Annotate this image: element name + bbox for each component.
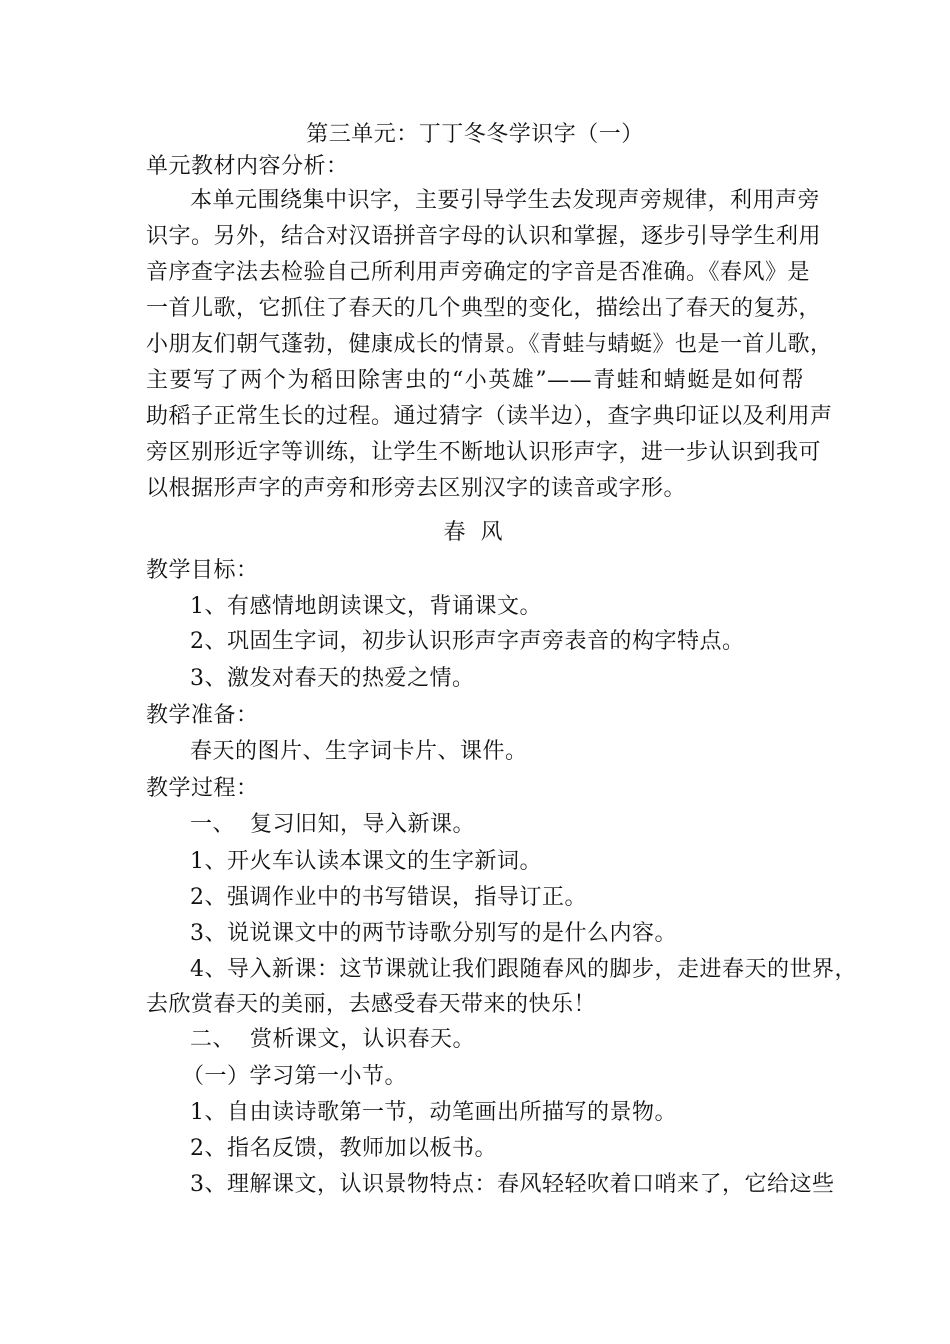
prep-text: 春天的图片、生字词卡片、课件。 xyxy=(190,739,528,764)
analysis-line: 小朋友们朝气蓬勃，健康成长的情景。《青蛙与蜻蜓》也是一首儿歌， xyxy=(146,332,833,357)
section1-item: 3、理解课文，认识景物特点：春风轻轻吹着口哨来了，它给这些 xyxy=(190,1172,835,1197)
step1-item: 2、强调作业中的书写错误，指导订正。 xyxy=(190,885,587,910)
analysis-line: 助稻子正常生长的过程。通过猜字（读半边），查字典印证以及利用声 xyxy=(146,404,833,429)
analysis-line: 音序查字法去检验自己所利用声旁确定的字音是否准确。《春风》是 xyxy=(146,260,811,285)
section1-item: 1、自由读诗歌第一节，动笔画出所描写的景物。 xyxy=(190,1100,677,1125)
lesson-title: 春 风 xyxy=(443,520,507,545)
step2-heading: 二、 赏析课文，认识春天。 xyxy=(190,1027,475,1052)
analysis-heading: 单元教材内容分析： xyxy=(146,154,349,179)
process-heading: 教学过程： xyxy=(146,776,259,801)
step1-item: 3、说说课文中的两节诗歌分别写的是什么内容。 xyxy=(190,921,677,946)
step1-item: 去欣赏春天的美丽，去感受春天带来的快乐！ xyxy=(146,992,597,1017)
analysis-line: 主要写了两个为稻田除害虫的“小英雄”——青蛙和蜻蜓是如何帮 xyxy=(146,368,804,393)
step1-item: 1、开火车认读本课文的生字新词。 xyxy=(190,849,542,874)
goal-item: 3、激发对春天的热爱之情。 xyxy=(190,666,475,691)
analysis-line: 一首儿歌，它抓住了春天的几个典型的变化，描绘出了春天的复苏， xyxy=(146,296,822,321)
document-title: 第三单元：丁丁冬冬学识字（一） xyxy=(306,122,644,147)
step1-heading: 一、 复习旧知，导入新课。 xyxy=(190,812,475,837)
analysis-line: 本单元围绕集中识字，主要引导学生去发现声旁规律，利用声旁 xyxy=(190,188,821,213)
analysis-line: 识字。另外，结合对汉语拼音字母的认识和掌握，逐步引导学生利用 xyxy=(146,224,822,249)
goal-item: 1、有感情地朗读课文，背诵课文。 xyxy=(190,594,542,619)
analysis-line: 旁区别形近字等训练，让学生不断地认识形声字，进一步认识到我可 xyxy=(146,440,822,465)
section1-item: 2、指名反馈，教师加以板书。 xyxy=(190,1136,497,1161)
prep-heading: 教学准备： xyxy=(146,703,259,728)
step1-item: 4、导入新课：这节课就让我们跟随春风的脚步，走进春天的世界， xyxy=(190,957,857,982)
analysis-line: 以根据形声字的声旁和形旁去区别汉字的读音或字形。 xyxy=(146,476,687,501)
goal-item: 2、巩固生字词，初步认识形声字声旁表音的构字特点。 xyxy=(190,629,745,654)
goals-heading: 教学目标： xyxy=(146,558,259,583)
section1-heading: （一）学习第一小节。 xyxy=(182,1064,408,1089)
